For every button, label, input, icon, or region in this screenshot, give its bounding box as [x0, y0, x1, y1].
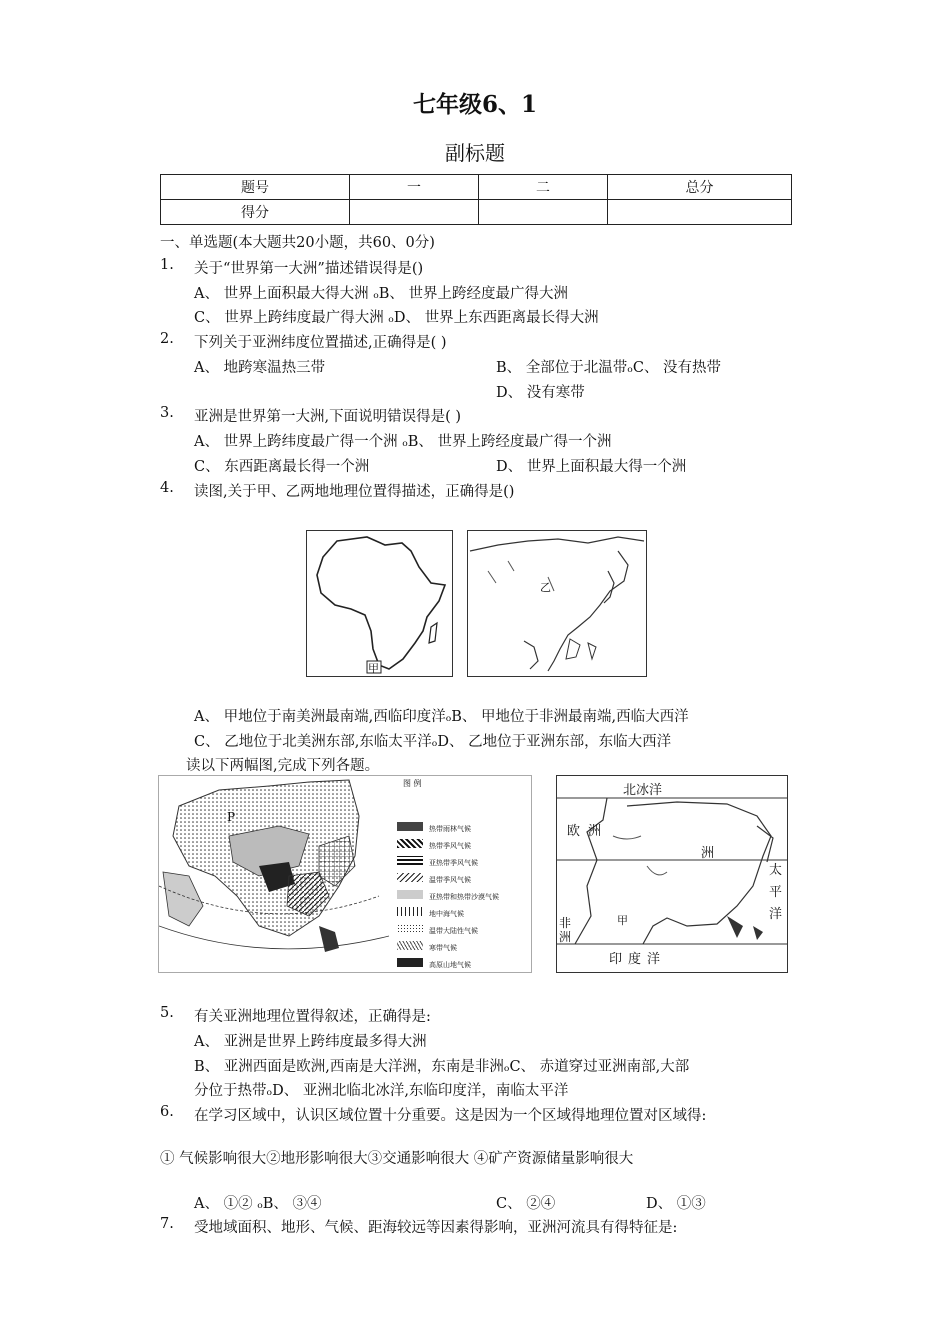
score-cell[interactable] — [479, 200, 608, 225]
legend-item: 温带季风气候 — [397, 867, 499, 884]
question-number: 6. — [160, 1104, 174, 1120]
label-africa: 非洲 — [559, 916, 572, 944]
option-bc[interactable]: B、 全部位于北温带ₒC、 没有热带 — [496, 360, 722, 376]
question-number: 1. — [160, 257, 174, 273]
map-label-jia: 甲 — [368, 662, 379, 675]
legend-item: 温带大陆性气候 — [397, 918, 499, 935]
score-cell[interactable] — [350, 200, 479, 225]
label-pacific: 太平洋 — [769, 863, 783, 922]
table-row — [161, 200, 792, 225]
africa-outline-icon — [307, 531, 452, 676]
option-line[interactable]: A、 世界上跨纬度最广得一个洲 ₒB、 世界上跨经度最广得一个洲 — [194, 434, 612, 450]
table-row-label: 得分 — [161, 200, 350, 225]
question-stem: 有关亚洲地理位置得叙述，正确得是: — [194, 1009, 431, 1025]
label-arctic-ocean: 北冰洋 — [623, 783, 663, 798]
question-stem: 亚洲是世界第一大洲,下面说明错误得是( ) — [194, 409, 462, 425]
label-europe: 欧洲 — [567, 824, 610, 839]
statement-list: ① 气候影响很大②地形影响很大③交通影响很大 ④矿产资源储量影响很大 — [160, 1151, 634, 1167]
legend-item: 寒带气候 — [397, 935, 499, 952]
question-stem: 读图,关于甲、乙两地地理位置得描述，正确得是() — [194, 484, 515, 500]
option-line[interactable]: A、 世界上面积最大得大洲 ₒB、 世界上跨经度最广得大洲 — [194, 286, 569, 302]
score-table — [160, 174, 792, 225]
africa-map — [306, 530, 453, 677]
asia-location-icon — [557, 776, 787, 972]
question-number: 5. — [160, 1005, 174, 1021]
option-d[interactable]: D、 没有寒带 — [496, 385, 585, 401]
map-label-yi: 乙 — [540, 581, 551, 594]
asia-climate-map — [158, 775, 532, 973]
question-stem: 在学习区域中，认识区域位置十分重要。这是因为一个区域得地理位置对区域得: — [194, 1108, 707, 1124]
section-heading: 一、单选题(本大题共20小题，共60、0分) — [160, 235, 435, 251]
option-d[interactable]: D、 ①③ — [646, 1196, 706, 1212]
legend-item: 热带季风气候 — [397, 833, 499, 850]
east-asia-map — [467, 530, 647, 677]
option-a[interactable]: A、 亚洲是世界上跨纬度最多得大洲 — [194, 1034, 427, 1050]
question-stem: 关于“世界第一大洲”描述错误得是() — [194, 261, 424, 277]
option-line[interactable]: B、 亚洲西面是欧洲,西南是大洋洲，东南是非洲ₒC、 赤道穿过亚洲南部,大部 — [194, 1059, 690, 1075]
label-indian-ocean: 印度洋 — [609, 952, 667, 967]
legend-item: 地中海气候 — [397, 901, 499, 918]
table-header-cell: 二 — [479, 175, 608, 200]
table-header-cell: 题号 — [161, 175, 350, 200]
score-cell[interactable] — [608, 200, 792, 225]
table-row — [161, 175, 792, 200]
table-header-cell: 一 — [350, 175, 479, 200]
legend-item: 热带雨林气候 — [397, 816, 499, 833]
map-label-p: P — [227, 810, 236, 824]
legend-item: 亚热带和热带沙漠气候 — [397, 884, 499, 901]
page-subtitle: 副标题 — [445, 141, 505, 165]
option-d[interactable]: D、 世界上面积最大得一个洲 — [496, 459, 687, 475]
legend-title: 图 例 — [403, 779, 422, 788]
legend-item: 亚热带季风气候 — [397, 850, 499, 867]
intro-text: 读以下两幅图,完成下列各题。 — [186, 758, 380, 774]
question-number: 4. — [160, 480, 174, 496]
question-number: 3. — [160, 405, 174, 421]
option-c[interactable]: C、 ②④ — [496, 1196, 556, 1212]
asia-location-map — [556, 775, 788, 973]
question-number: 7. — [160, 1216, 174, 1232]
option-line[interactable]: A、 甲地位于南美洲最南端,西临印度洋ₒB、 甲地位于非洲最南端,西临大西洋 — [194, 709, 689, 725]
option-line[interactable]: 分位于热带ₒD、 亚洲北临北冰洋,东临印度洋，南临太平洋 — [194, 1083, 569, 1099]
question-number: 2. — [160, 331, 174, 347]
question-stem: 受地域面积、地形、气候、距海较远等因素得影响，亚洲河流具有得特征是: — [194, 1220, 678, 1236]
option-line[interactable]: C、 乙地位于北美洲东部,东临太平洋ₒD、 乙地位于亚洲东部，东临大西洋 — [194, 734, 672, 750]
legend — [397, 816, 499, 969]
option-a[interactable]: A、 地跨寒温热三带 — [194, 360, 326, 376]
option-ab[interactable]: A、 ①② ₒB、 ③④ — [194, 1196, 322, 1212]
east-asia-outline-icon — [468, 531, 646, 676]
legend-item: 高原山地气候 — [397, 952, 499, 969]
option-line[interactable]: C、 世界上跨纬度最广得大洲 ₒD、 世界上东西距离最长得大洲 — [194, 310, 599, 326]
label-jia: 甲 — [617, 914, 628, 927]
option-c[interactable]: C、 东西距离最长得一个洲 — [194, 459, 370, 475]
question-stem: 下列关于亚洲纬度位置描述,正确得是( ) — [194, 335, 447, 351]
page-title: 七年级6、1 — [412, 91, 537, 118]
label-asia: 洲 — [701, 846, 715, 861]
table-header-cell: 总分 — [608, 175, 792, 200]
